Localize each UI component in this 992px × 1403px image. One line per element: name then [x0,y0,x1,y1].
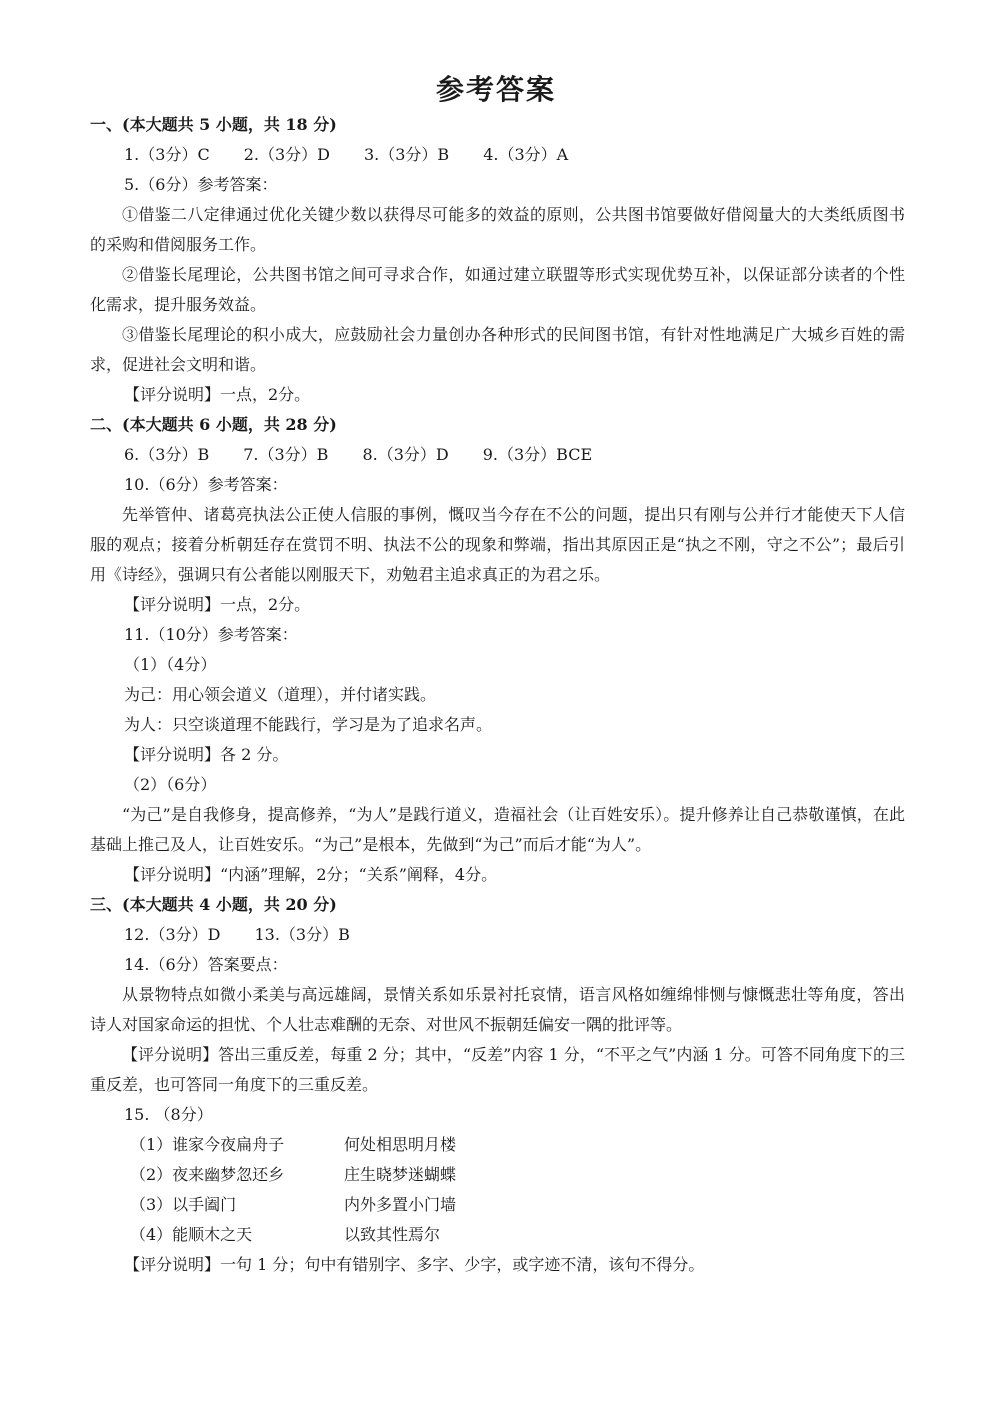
answer-1: 1.（3分）C [124,145,210,164]
answer-8: 8.（3分）D [362,445,449,464]
section-2-answers [90,440,905,470]
question-15-row-1-first: （1）谁家今夜扁舟子 [130,1135,285,1154]
question-11-scoring-note-2: 【评分说明】“内涵”理解，2分；“关系”阐释，4分。 [124,865,498,884]
section-2-heading: 二、(本大题共 6 小题，共 28 分) [90,415,337,434]
question-5-scoring-note: 【评分说明】一点，2分。 [124,385,311,404]
answer-9: 9.（3分）BCE [482,445,593,464]
question-15-scoring-note: 【评分说明】一句 1 分；句中有错别字、多字、少字，或字迹不清，该句不得分。 [124,1255,705,1274]
answer-4: 4.（3分）A [483,145,569,164]
question-15-row-2 [90,1160,905,1190]
section-1-heading: 一、(本大题共 5 小题，共 18 分) [90,115,337,134]
question-15-row-3-second: 内外多置小门墙 [344,1195,457,1214]
question-15-row-1-second: 何处相思明月楼 [344,1135,457,1154]
section-1-answers [90,140,905,170]
question-5-point-1: ①借鉴二八定律通过优化关键少数以获得尽可能多的效益的原则，公共图书馆要做好借阅量大的大类纸质图书的采购和借阅服务工作。 [90,205,905,254]
question-5-point-3: ③借鉴长尾理论的积小成大，应鼓励社会力量创办各种形式的民间图书馆，有针对性地满足广大城乡百姓的需求，促进社会文明和谐。 [90,325,905,374]
question-15-heading: 15. （8分） [124,1105,213,1124]
section-3-answers [90,920,905,950]
question-11-part-2: （2）（6分） [124,775,217,794]
question-11-part-1: （1）（4分） [124,655,217,674]
question-11-wei-ren: 为人：只空谈道理不能践行，学习是为了追求名声。 [124,715,493,734]
section-3-heading: 三、(本大题共 4 小题，共 20 分) [90,895,337,914]
question-14-heading: 14.（6分）答案要点： [124,955,288,974]
answer-12: 12.（3分）D [124,925,221,944]
question-15-row-4-first: （4）能顺木之天 [130,1225,253,1244]
question-11-heading: 11.（10分）参考答案： [124,625,298,644]
answer-3: 3.（3分）B [363,145,450,164]
question-11-wei-ji: 为己：用心领会道义（道理），并付诸实践。 [124,685,437,704]
question-11-scoring-note-1: 【评分说明】各 2 分。 [124,745,289,764]
answer-content [90,110,905,1280]
answer-13: 13.（3分）B [254,925,350,944]
question-15-row-1 [90,1130,905,1160]
question-10-scoring-note: 【评分说明】一点，2分。 [124,595,311,614]
question-14-scoring-note: 【评分说明】答出三重反差，每重 2 分；其中，“反差”内容 1 分，“不平之气”内涵 1 分。可答不同角度下的三重反差，也可答同一角度下的三重反差。 [90,1045,905,1094]
page-title: 参考答案 [435,73,556,106]
question-10-answer: 先举管仲、诸葛亮执法公正使人信服的事例，慨叹当今存在不公的问题，提出只有刚与公并行才能使天下人信服的观点；接着分析朝廷存在赏罚不明、执法不公的现象和弊端，指出其原因正是“执之不刚，守之不公”；最后引用《诗经》，强调只有公者能以刚服天下，劝勉君主追求真正的为君之乐。 [90,505,905,584]
question-10-heading: 10.（6分）参考答案： [124,475,288,494]
question-5-point-2: ②借鉴长尾理论，公共图书馆之间可寻求合作，如通过建立联盟等形式实现优势互补，以保证部分读者的个性化需求，提升服务效益。 [90,265,905,314]
question-15-row-4-second: 以致其性焉尔 [344,1225,441,1244]
question-14-answer: 从景物特点如微小柔美与高远雄阔，景情关系如乐景衬托哀情，语言风格如缠绵悱恻与慷慨悲壮等角度，答出诗人对国家命运的担忧、个人壮志难酬的无奈、对世风不振朝廷偏安一隅的批评等。 [90,985,905,1034]
question-11-part-2-answer: “为己”是自我修身，提高修养，“为人”是践行道义，造福社会（让百姓安乐）。提升修养让自己恭敬谨慎，在此基础上推己及人，让百姓安乐。“为己”是根本，先做到“为己”而后才能“为人”。 [90,805,905,854]
question-15-row-3-first: （3）以手阖门 [130,1195,237,1214]
question-15-row-3 [90,1190,905,1220]
question-5-heading: 5.（6分）参考答案： [124,175,278,194]
answer-2: 2.（3分）D [243,145,330,164]
question-15-row-2-first: （2）夜来幽梦忽还乡 [130,1165,285,1184]
question-15-row-2-second: 庄生晓梦迷蝴蝶 [344,1165,457,1184]
answer-6: 6.（3分）B [124,445,210,464]
question-15-row-4 [90,1220,905,1250]
answer-7: 7.（3分）B [243,445,329,464]
